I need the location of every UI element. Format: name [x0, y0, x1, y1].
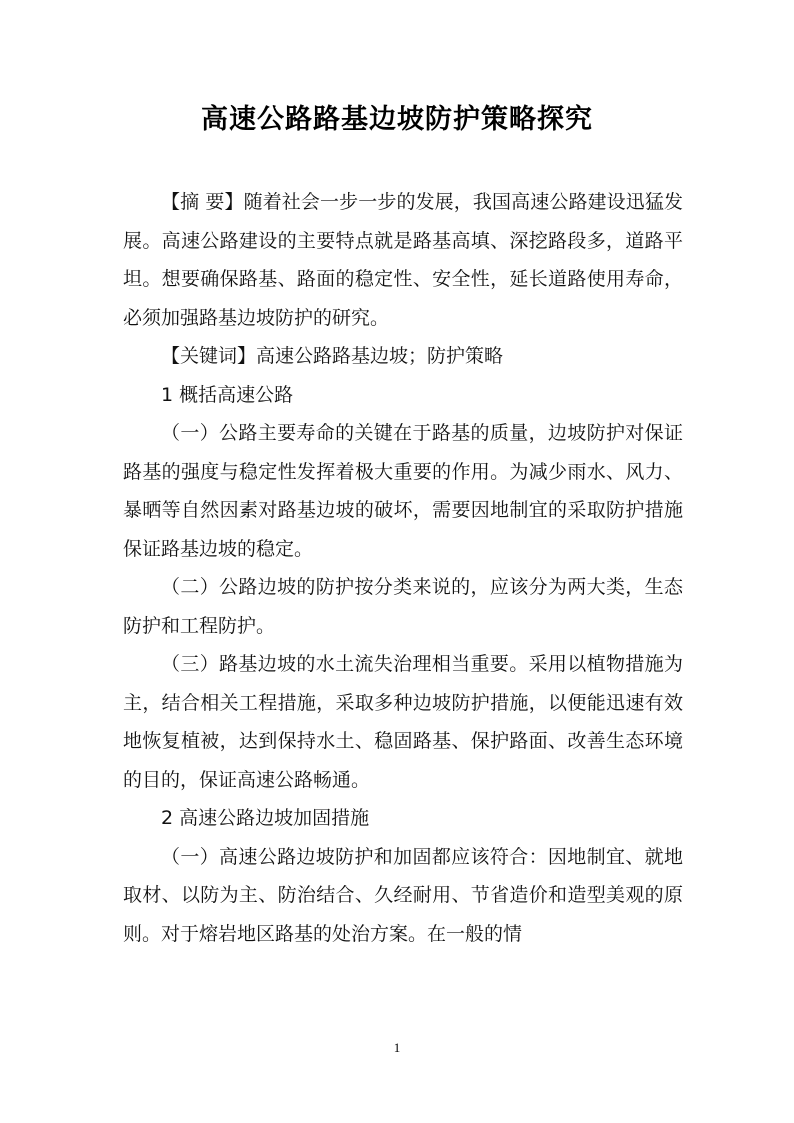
document-title: 高速公路路基边坡防护策略探究 — [201, 104, 593, 135]
body-paragraph: （二）公路边坡的防护按分类来说的，应该分为两大类，生态防护和工程防护。 — [123, 576, 683, 637]
body-paragraph: （一）高速公路边坡防护和加固都应该符合：因地制宜、就地取材、以防为主、防治结合、久经耐用、节省造价和造型美观的原则。对于熔岩地区路基的处治方案。在一般的情 — [123, 845, 683, 945]
section-heading-1: 1 概括高速公路 — [161, 383, 294, 406]
abstract-paragraph: 【摘 要】随着社会一步一步的发展，我国高速公路建设迅猛发展。高速公路建设的主要特点就是路基高填、深挖路段多，道路平坦。想要确保路基、路面的稳定性、安全性，延长道路使用寿命，必须加强路基边坡防护的研究。 — [123, 191, 683, 329]
section-heading-2: 2 高速公路边坡加固措施 — [161, 807, 370, 829]
body-paragraph: （三）路基边坡的水土流失治理相当重要。采用以植物措施为主，结合相关工程措施，采取多种边坡防护措施，以便能迅速有效地恢复植被，达到保持水土、稳固路基、保护路面、改善生态环境的目的，保证高速公路畅通。 — [123, 653, 683, 791]
keywords-paragraph: 【关键词】高速公路路基边坡；防护策略 — [161, 345, 504, 367]
document-body — [123, 183, 683, 953]
body-paragraph: （一）公路主要寿命的关键在于路基的质量，边坡防护对保证路基的强度与稳定性发挥着极大重要的作用。为减少雨水、风力、暴晒等自然因素对路基边坡的破坏，需要因地制宜的采取防护措施保证路基边坡的稳定。 — [123, 422, 683, 560]
page-number: 1 — [393, 1040, 401, 1055]
